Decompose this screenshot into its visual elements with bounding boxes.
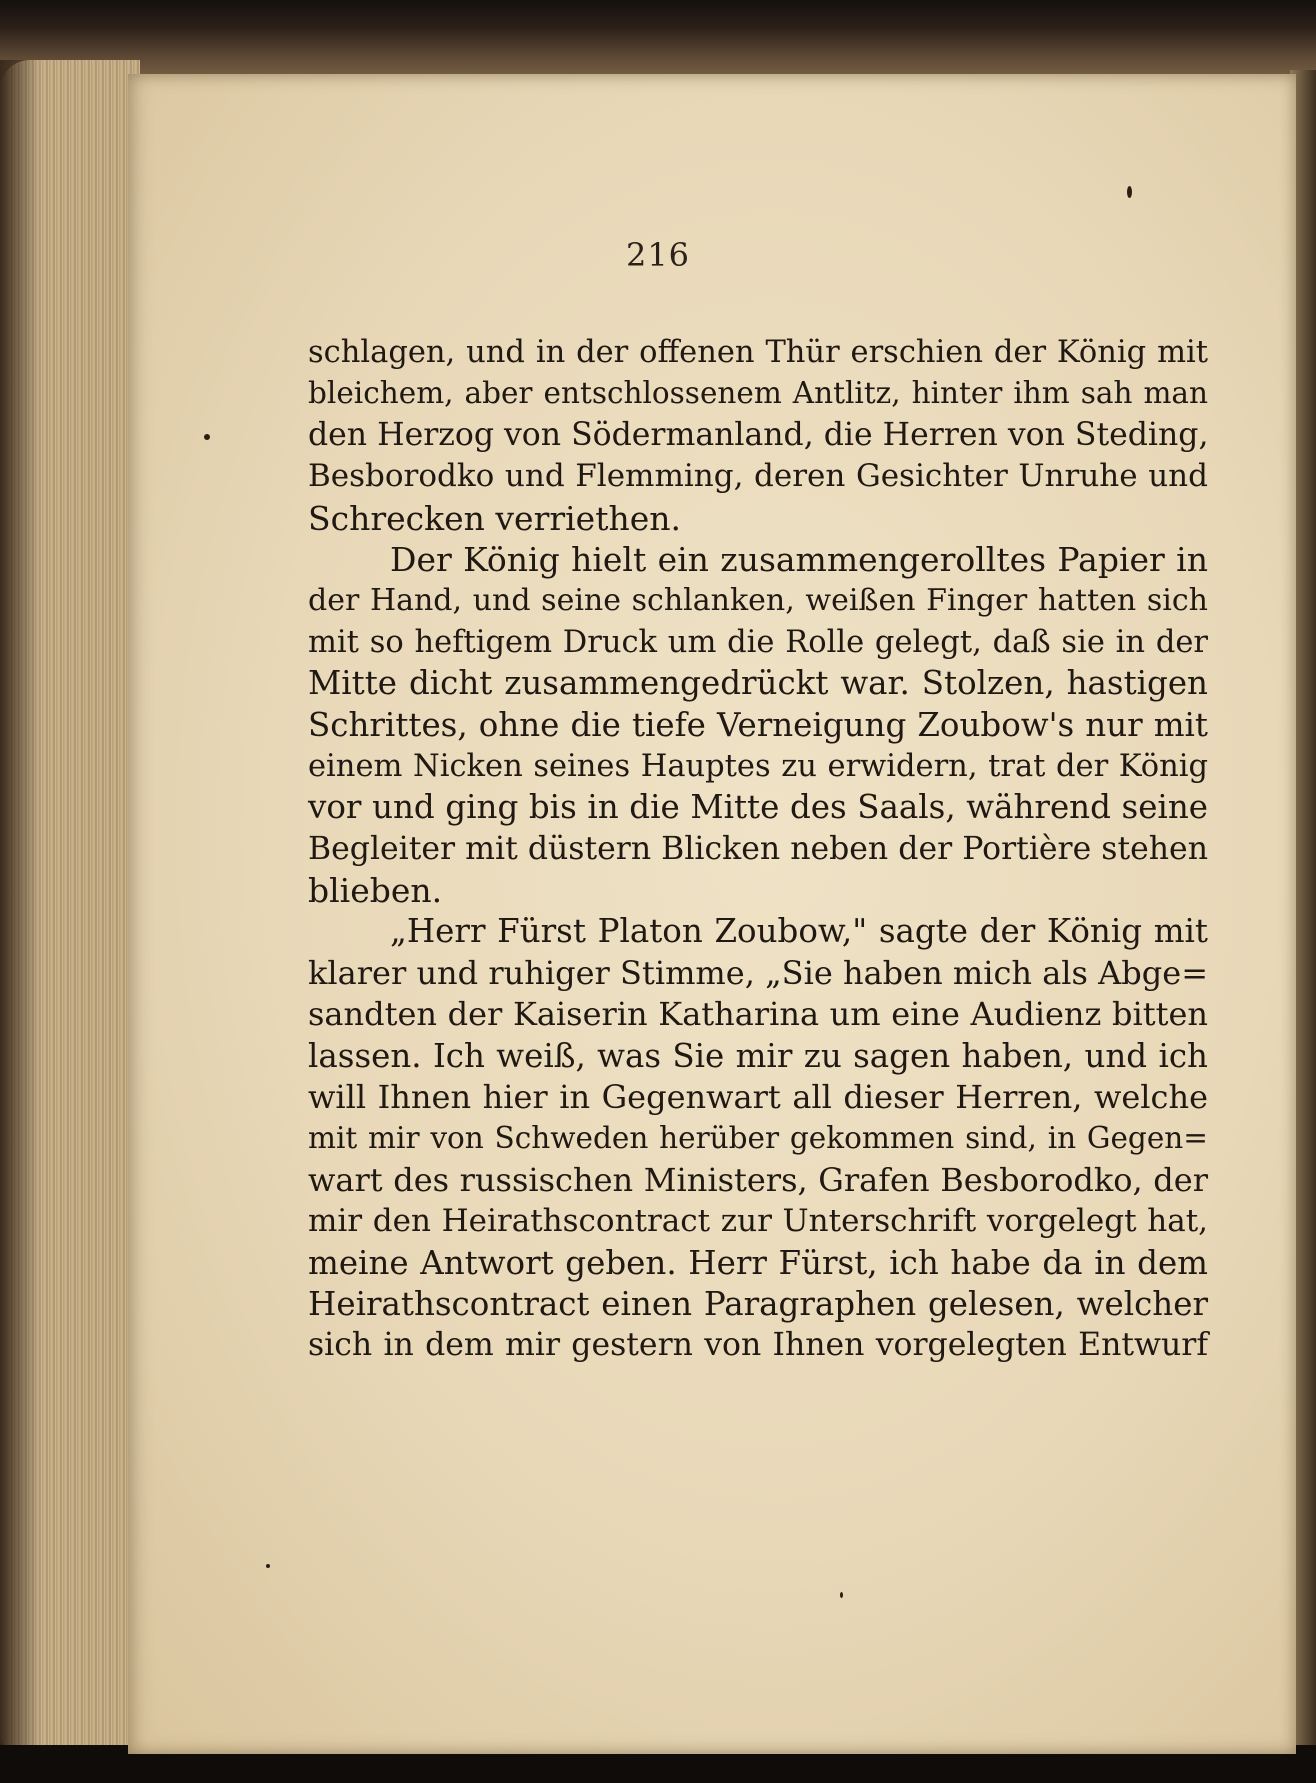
text-line: mit so heftigem Druck um die Rolle gelegt, daß sie in der <box>308 624 1208 660</box>
text-line: bleichem, aber entschlossenem Antlitz, hinter ihm sah man <box>308 376 1208 411</box>
text-line: der Hand, und seine schlanken, weißen Finger hatten sich <box>308 583 1208 619</box>
ink-speck <box>266 1564 270 1568</box>
text-line: „Herr Fürst Platon Zoubow," sagte der König mit <box>390 912 1208 951</box>
text-line: wart des russischen Ministers, Grafen Besborodko, der <box>308 1160 1208 1199</box>
text-line: Der König hielt ein zusammengerolltes Papier in <box>390 539 1208 579</box>
text-line: Begleiter mit düstern Blicken neben der Portière stehen <box>308 830 1208 867</box>
ink-speck <box>840 1592 843 1598</box>
ink-speck <box>1127 186 1132 198</box>
text-line: einem Nicken seines Hauptes zu erwidern, trat der König <box>308 748 1208 784</box>
edge-shadow <box>0 60 40 1760</box>
ink-speck <box>204 434 210 440</box>
text-line: mit mir von Schweden herüber gekommen sind, in Gegen= <box>308 1121 1208 1156</box>
text-line: will Ihnen hier in Gegenwart all dieser Herren, welche <box>308 1078 1208 1117</box>
text-line: meine Antwort geben. Herr Fürst, ich habe da in dem <box>308 1243 1208 1282</box>
text-line: Heirathscontract einen Paragraphen gelesen, welcher <box>308 1284 1208 1323</box>
page-number: 216 <box>625 236 691 274</box>
text-line: sandten der Kaiserin Katharina um eine Audienz bitten <box>308 995 1208 1034</box>
text-line: klarer und ruhiger Stimme, „Sie haben mich als Abge= <box>308 953 1208 992</box>
text-line: Mitte dicht zusammengedrückt war. Stolzen, hastigen <box>308 664 1208 703</box>
text-line: schlagen, und in der offenen Thür erschien der König mit <box>308 335 1208 370</box>
body-text <box>308 332 1208 1367</box>
text-line: Besborodko und Flemming, deren Gesichter Unruhe und <box>308 458 1208 495</box>
text-line: lassen. Ich weiß, was Sie mir zu sagen haben, und ich <box>308 1036 1208 1075</box>
text-line: mir den Heirathscontract zur Unterschrift vorgelegt hat, <box>308 1203 1208 1240</box>
text-line: vor und ging bis in die Mitte des Saals, während seine <box>308 788 1208 827</box>
text-line: sich in dem mir gestern von Ihnen vorgelegten Entwurf <box>308 1327 1208 1364</box>
text-line: Schrecken verriethen. <box>308 498 681 538</box>
text-line: den Herzog von Södermanland, die Herren von Steding, <box>308 416 1209 453</box>
text-line: Schrittes, ohne die tiefe Verneigung Zoubow's nur mit <box>308 705 1208 744</box>
text-line: blieben. <box>308 871 443 911</box>
